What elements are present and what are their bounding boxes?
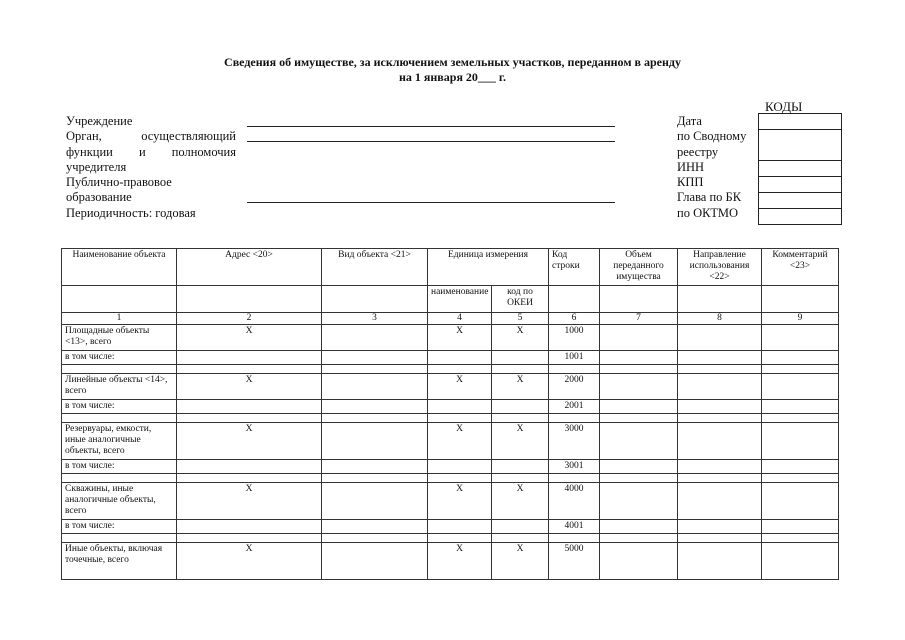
okei-cell[interactable] [492,400,549,414]
spacer-row [62,534,839,543]
comment-cell[interactable] [762,483,839,520]
row-code: 4000 [549,483,600,520]
spacer-cell [762,534,839,543]
spacer-row [62,474,839,483]
spacer-cell [600,474,678,483]
code-cell-kpp[interactable] [759,177,841,193]
table-row [62,543,839,580]
periodicity-label: Периодичность: годовая [66,205,196,220]
public-label-1: Публично-правовое [66,175,172,190]
type-cell[interactable] [322,543,428,580]
title-line-2: на 1 января 20___ г. [398,70,507,84]
direction-cell[interactable] [678,400,762,414]
address-cell: X [177,325,322,351]
spacer-cell [678,534,762,543]
okei-cell: X [492,374,549,400]
organ-row-2 [66,145,616,160]
spacer-cell [600,414,678,423]
organ-label-2: функции и полномочия [66,144,236,159]
spacer-cell [492,365,549,374]
codes-labels [677,114,746,221]
col-number: 9 [762,313,839,325]
spacer-cell [549,534,600,543]
unit-name-cell[interactable] [428,400,492,414]
row-code: 3000 [549,423,600,460]
column-number-row [62,313,839,325]
code-cell-bk[interactable] [759,193,841,209]
organ-row-3 [66,160,616,175]
address-cell: X [177,543,322,580]
object-name: Площадные объекты <13>, всего [62,325,177,351]
col-number: 8 [678,313,762,325]
spacer-cell [177,365,322,374]
okei-cell: X [492,483,549,520]
public-row [66,175,616,190]
title-line-1: Сведения об имуществе, за исключением земельных участков, переданном в аренду [224,55,681,69]
code-cell-inn[interactable] [759,161,841,177]
object-name: Иные объекты, включая точечные, всего [62,543,177,580]
institution-line[interactable] [247,126,615,127]
type-cell[interactable] [322,351,428,365]
code-label-kpp: КПП [677,175,704,190]
header-left [66,114,616,221]
spacer-cell [600,534,678,543]
header-unit: Единица измерения [428,249,549,286]
header-cell [762,286,839,313]
comment-cell[interactable] [762,325,839,351]
code-label-registry-2: реестру [677,144,719,159]
spacer-cell [62,365,177,374]
spacer-cell [549,414,600,423]
type-cell[interactable] [322,400,428,414]
spacer-cell [62,534,177,543]
okei-cell: X [492,423,549,460]
institution-label: Учреждение [66,114,133,128]
codes-title: КОДЫ [765,99,803,114]
spacer-cell [177,534,322,543]
type-cell[interactable] [322,483,428,520]
address-cell[interactable] [177,460,322,474]
volume-cell[interactable] [600,325,678,351]
address-cell: X [177,483,322,520]
public-row-2 [66,190,616,205]
direction-cell[interactable] [678,520,762,534]
unit-name-cell[interactable] [428,520,492,534]
table-row [62,325,839,351]
header-cell [678,286,762,313]
table-row [62,374,839,400]
okei-cell: X [492,325,549,351]
volume-cell[interactable] [600,460,678,474]
volume-cell[interactable] [600,543,678,580]
direction-cell[interactable] [678,423,762,460]
header-address: Адрес <20> [177,249,322,286]
spacer-row [62,365,839,374]
comment-cell[interactable] [762,460,839,474]
okei-cell[interactable] [492,460,549,474]
direction-cell[interactable] [678,460,762,474]
spacer-cell [428,365,492,374]
header-code: Код строки [549,249,600,286]
col-number: 6 [549,313,600,325]
organ-line[interactable] [247,141,615,142]
object-name: Резервуары, емкости, иные аналогичные объекты, всего [62,423,177,460]
header-unit-okei: код по ОКЕИ [492,286,549,313]
unit-name-cell: X [428,325,492,351]
col-number: 7 [600,313,678,325]
document-title [0,55,905,85]
col-number: 1 [62,313,177,325]
code-label-date: Дата [677,114,702,128]
periodicity-row [66,206,616,221]
header-comment: Комментарий <23> [762,249,839,286]
header-unit-name: наименование [428,286,492,313]
row-code: 5000 [549,543,600,580]
header-direction: Направление использования <22> [678,249,762,286]
spacer-cell [492,534,549,543]
spacer-cell [492,414,549,423]
property-table [61,248,839,580]
unit-name-cell: X [428,483,492,520]
spacer-cell [678,365,762,374]
header-type: Вид объекта <21> [322,249,428,286]
address-cell: X [177,374,322,400]
address-cell[interactable] [177,400,322,414]
direction-cell[interactable] [678,483,762,520]
row-code: 1000 [549,325,600,351]
sub-label: в том числе: [62,400,177,414]
spacer-cell [322,365,428,374]
col-number: 4 [428,313,492,325]
header-volume: Объем переданного имущества [600,249,678,286]
okei-cell[interactable] [492,520,549,534]
object-name: Скважины, иные аналогичные объекты, всего [62,483,177,520]
unit-name-cell: X [428,423,492,460]
header-cell [62,286,177,313]
spacer-cell [177,474,322,483]
organ-row [66,129,616,144]
codes-box [758,113,842,225]
institution-row [66,114,616,129]
address-cell: X [177,423,322,460]
spacer-cell [322,414,428,423]
sub-label: в том числе: [62,460,177,474]
sub-label: в том числе: [62,520,177,534]
address-cell[interactable] [177,351,322,365]
volume-cell[interactable] [600,400,678,414]
table-row [62,520,839,534]
volume-cell[interactable] [600,374,678,400]
address-cell[interactable] [177,520,322,534]
unit-name-cell[interactable] [428,460,492,474]
comment-cell[interactable] [762,374,839,400]
spacer-row [62,414,839,423]
comment-cell[interactable] [762,400,839,414]
table-row [62,423,839,460]
comment-cell[interactable] [762,423,839,460]
organ-label-3: учредителя [66,159,127,174]
col-number: 3 [322,313,428,325]
row-code: 4001 [549,520,600,534]
row-code: 2001 [549,400,600,414]
code-label-oktmo: по ОКТМО [677,205,739,220]
unit-name-cell: X [428,374,492,400]
volume-cell[interactable] [600,520,678,534]
row-code: 1001 [549,351,600,365]
volume-cell[interactable] [600,351,678,365]
spacer-cell [492,474,549,483]
table-row [62,483,839,520]
volume-cell[interactable] [600,483,678,520]
direction-cell[interactable] [678,351,762,365]
public-label-2: образование [66,190,132,205]
code-label-registry-1: по Сводному [677,129,747,144]
code-label-inn: ИНН [677,159,705,174]
object-name: Линейные объекты <14>, всего [62,374,177,400]
code-label-bk: Глава по БК [677,190,742,205]
spacer-cell [428,534,492,543]
spacer-cell [549,474,600,483]
spacer-cell [549,365,600,374]
spacer-cell [177,414,322,423]
spacer-cell [762,414,839,423]
col-number: 2 [177,313,322,325]
direction-cell[interactable] [678,325,762,351]
okei-cell: X [492,543,549,580]
comment-cell[interactable] [762,520,839,534]
comment-cell[interactable] [762,543,839,580]
type-cell[interactable] [322,460,428,474]
public-line[interactable] [247,202,615,203]
code-cell-date[interactable] [759,114,841,130]
spacer-cell [428,474,492,483]
header-cell [549,286,600,313]
header-name: Наименование объекта [62,249,177,286]
type-cell[interactable] [322,374,428,400]
spacer-cell [62,474,177,483]
row-code: 3001 [549,460,600,474]
type-cell[interactable] [322,520,428,534]
spacer-cell [762,365,839,374]
unit-name-cell[interactable] [428,351,492,365]
sub-label: в том числе: [62,351,177,365]
spacer-cell [678,414,762,423]
comment-cell[interactable] [762,351,839,365]
table-row [62,351,839,365]
header-cell [322,286,428,313]
code-cell-registry[interactable] [759,130,841,161]
header-cell [600,286,678,313]
organ-label-1: Орган, осуществляющий [66,129,236,144]
unit-name-cell: X [428,543,492,580]
okei-cell[interactable] [492,351,549,365]
spacer-cell [322,534,428,543]
spacer-cell [762,474,839,483]
type-cell[interactable] [322,423,428,460]
header-cell [177,286,322,313]
spacer-cell [600,365,678,374]
volume-cell[interactable] [600,423,678,460]
spacer-cell [678,474,762,483]
spacer-cell [322,474,428,483]
spacer-cell [428,414,492,423]
code-cell-oktmo[interactable] [759,209,841,225]
direction-cell[interactable] [678,543,762,580]
table-row [62,400,839,414]
spacer-cell [62,414,177,423]
direction-cell[interactable] [678,374,762,400]
type-cell[interactable] [322,325,428,351]
col-number: 5 [492,313,549,325]
header-row-1 [62,249,839,286]
row-code: 2000 [549,374,600,400]
header-row-2 [62,286,839,313]
table-row [62,460,839,474]
